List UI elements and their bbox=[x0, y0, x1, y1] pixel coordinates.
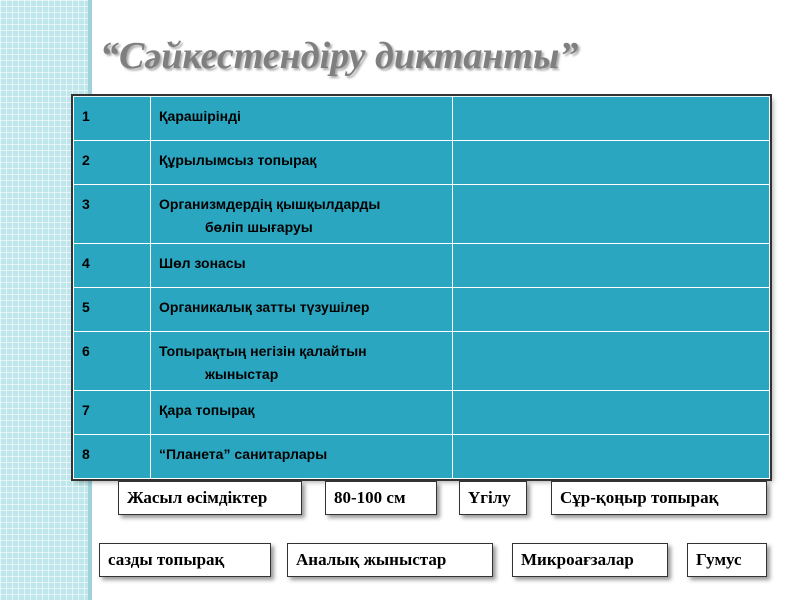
table-row bbox=[74, 288, 770, 332]
row-number: 1 bbox=[74, 97, 151, 141]
row-number: 3 bbox=[74, 185, 151, 244]
answer-cell[interactable] bbox=[453, 141, 770, 185]
answer-option-weathering[interactable]: Үгілу bbox=[459, 481, 527, 515]
table-row bbox=[74, 332, 770, 391]
matching-table bbox=[73, 96, 770, 479]
slide-title: “Сәйкестендіру диктанты” bbox=[100, 35, 579, 77]
answer-option-80-100-cm[interactable]: 80-100 см bbox=[325, 481, 437, 515]
answer-option-microorganisms[interactable]: Микроағзалар bbox=[512, 543, 668, 577]
term-cell bbox=[151, 141, 453, 185]
term-text: Органикалық затты түзушілер bbox=[159, 299, 370, 315]
table-row bbox=[74, 244, 770, 288]
term-cell bbox=[151, 244, 453, 288]
answer-cell[interactable] bbox=[453, 332, 770, 391]
answer-option-gray-brown-soil[interactable]: Сұр-қоңыр топырақ bbox=[551, 481, 767, 515]
answer-cell[interactable] bbox=[453, 435, 770, 479]
term-text: Қарашірінді bbox=[159, 108, 241, 124]
answer-cell[interactable] bbox=[453, 288, 770, 332]
term-cell bbox=[151, 391, 453, 435]
term-text: Шөл зонасы bbox=[159, 255, 246, 271]
term-text: Қара топырақ bbox=[159, 402, 255, 418]
row-number: 6 bbox=[74, 332, 151, 391]
row-number: 4 bbox=[74, 244, 151, 288]
term-text: Организмдердің қышқылдарды bbox=[159, 196, 381, 212]
term-text: Құрылымсыз топырақ bbox=[159, 152, 317, 168]
answer-cell[interactable] bbox=[453, 391, 770, 435]
term-cell bbox=[151, 185, 453, 244]
answer-option-green-plants[interactable]: Жасыл өсімдіктер bbox=[118, 481, 302, 515]
term-cell bbox=[151, 97, 453, 141]
term-cell bbox=[151, 288, 453, 332]
table-row bbox=[74, 391, 770, 435]
row-number: 7 bbox=[74, 391, 151, 435]
term-text: Топырақтың негізін қалайтын bbox=[159, 343, 367, 359]
term-text-continued: жыныстар bbox=[205, 366, 279, 382]
answer-option-clay-soil[interactable]: сазды топырақ bbox=[99, 543, 271, 577]
table-row bbox=[74, 435, 770, 479]
answer-cell[interactable] bbox=[453, 244, 770, 288]
term-text-continued: бөліп шығаруы bbox=[205, 219, 313, 235]
row-number: 2 bbox=[74, 141, 151, 185]
row-number: 8 bbox=[74, 435, 151, 479]
table-row bbox=[74, 185, 770, 244]
term-cell bbox=[151, 435, 453, 479]
answer-cell[interactable] bbox=[453, 185, 770, 244]
answer-cell[interactable] bbox=[453, 97, 770, 141]
answer-option-humus[interactable]: Гумус bbox=[687, 543, 767, 577]
term-cell bbox=[151, 332, 453, 391]
table-row bbox=[74, 97, 770, 141]
term-text: “Планета” санитарлары bbox=[159, 446, 328, 462]
row-number: 5 bbox=[74, 288, 151, 332]
answer-option-parent-rocks[interactable]: Аналық жыныстар bbox=[287, 543, 493, 577]
table-row bbox=[74, 141, 770, 185]
